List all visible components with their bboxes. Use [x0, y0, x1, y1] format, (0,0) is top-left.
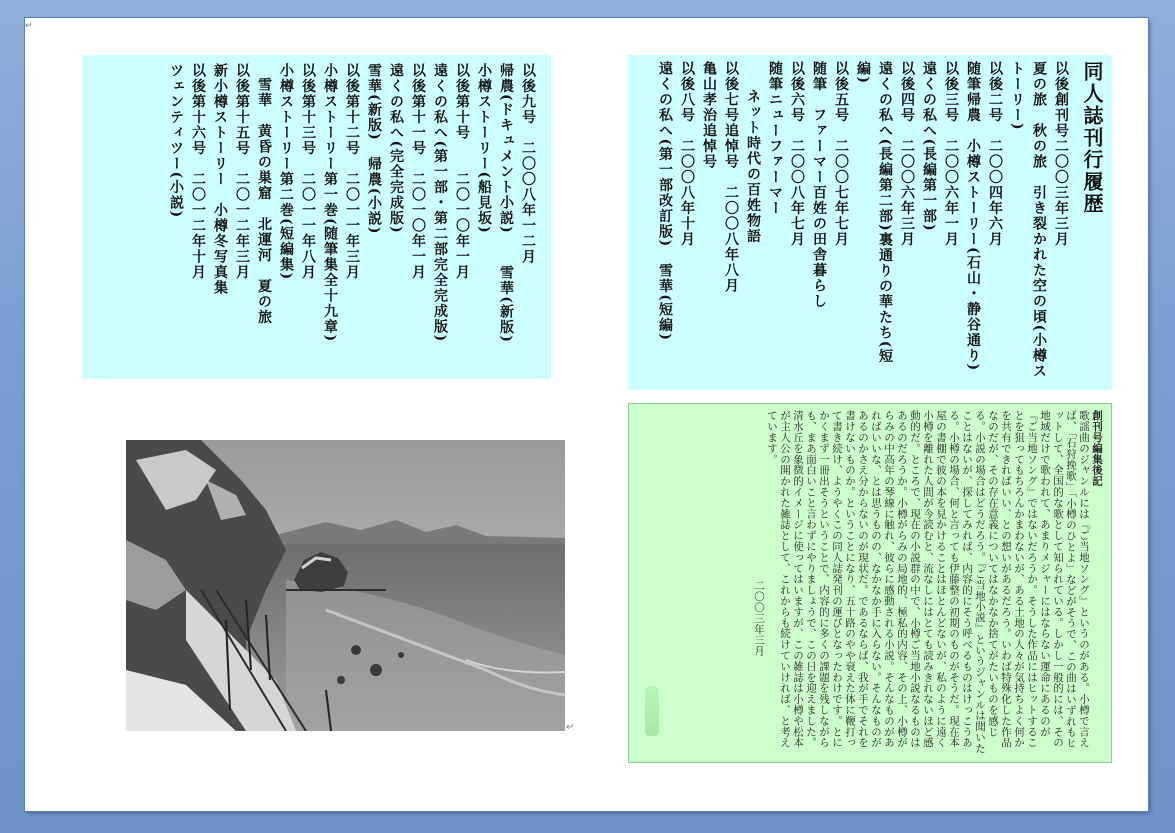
- history-line: 以後第十一号 二〇一〇年一月: [410, 63, 426, 280]
- history-line: 以後第十二号 二〇一一年三月: [344, 63, 360, 280]
- history-line: 随筆帰農 小樽ストーリー(石山・静谷通り): [965, 61, 981, 372]
- history-line: 以後第十六号 二〇一二年十月: [190, 63, 206, 280]
- page-title: 同人誌刊行履歴: [1080, 61, 1104, 215]
- history-line: 以後第十号 二〇一〇年一月: [454, 63, 470, 280]
- history-line: 以後第十五号 二〇一二年三月: [234, 63, 250, 280]
- left-history-box: [82, 55, 551, 379]
- document-page: [25, 18, 1148, 811]
- history-line: 遠くの私へ(完全完成版): [388, 63, 404, 235]
- history-line: 亀山孝治追悼号: [701, 61, 717, 170]
- history-line: 小樽ストーリー第一巻(随筆集全十九章): [322, 63, 338, 343]
- history-line: 小樽ストーリー第二巻(短編集): [278, 63, 294, 281]
- history-line: 雪華 黄昏の巣窟 北運河 夏の旅: [256, 77, 272, 325]
- history-line: 夏の旅 秋の旅 引き裂かれた空の頃(小樽ストーリー): [1009, 61, 1047, 380]
- history-line: 雪華(新版) 帰農(小説): [366, 63, 382, 235]
- history-line: 以後創刊号二〇〇三年三月: [1053, 61, 1069, 247]
- afterword-heading: 創刊号編集後記: [1091, 410, 1103, 487]
- afterword-date: 二〇〇三年三月: [753, 580, 765, 657]
- coastal-winter-photo: [126, 440, 565, 731]
- cursor-mark-icon: ↵: [25, 21, 33, 31]
- history-line: 新小樽ストーリー 小樽冬写真集: [212, 63, 228, 296]
- afterword-box: [628, 403, 1112, 763]
- history-line: 以後七号追悼号 二〇〇八年八月: [723, 61, 739, 294]
- history-line: 帰農(ドキュメント小説) 雪華(新版): [498, 63, 514, 344]
- history-line: 以後八号 二〇〇八年十月: [679, 61, 695, 247]
- history-line: 以後四号 二〇〇六年三月: [899, 61, 915, 247]
- photo-icon: [126, 440, 565, 731]
- right-history-box: [628, 55, 1112, 390]
- history-line: 以後九号 二〇〇八年一二月: [520, 63, 536, 265]
- history-line: 以後第十三号 二〇一一年八月: [300, 63, 316, 280]
- history-line: 遠くの私へ(長編第一部): [921, 61, 937, 233]
- history-line: ツェンティツー(小説): [168, 63, 184, 219]
- history-line: 遠くの私へ(第一部改訂版) 雪華(短編): [657, 61, 673, 342]
- history-line: 以後五号 二〇〇七年七月: [833, 61, 849, 247]
- history-line: 以後六号 二〇〇八年七月: [789, 61, 805, 247]
- afterword-body: 歌謡曲のジャンルには『ご当地ソング』というのがある。小樽で言えば、「石狩挽歌」「小樽のひとよ」などがそうで、この曲はいずれもヒットして、全国的な歌として知られている。しかし一般的には、その地域だけで歌われて、あまりメジャーにはならない運命にあるのが『ご当地ソング』ではないだろうか。そうした作品にはヒットすることを狙ってもちろんかまわないが、ある土地の人々が気持ちよく何かを共有できればいい、との想いがあるだろう。いわば特殊化した作品なのだが、その存在意義についてはなかなか捨てがたいものを感じる。小説の場合はどうだろう。『ご当地小説』というジャンルは聞いたことはないが、探してみれば、内容的にそう呼べるものはけっこうある。小樽の場合、何と言っても伊藤整の初期のものがそうだ。現在本屋の書棚で彼の本を見かけることはほとんどないが、私のように遠く小樽を離れた人間が今読むと、流なしにはとても読みきれないほど感動的だ。ところで、現在の小説群の中で、小樽ご当地小説なるものはあるのだろうか。小樽がらみの局地的、極私的内容、その上、小樽がらみの中高年の琴線に触れ、彼らに感動される小説。そんなものがあればいいな、とは思うものの、なかなか手に入らない。そんなものがあるのかさえ分からないのが現状だ。であるならば、我が手でそれを書けないものか。ということになり、五十路のやや衰えた体に鞭打って書き続け、ようやくこの同人誌発刊の運びとなったわけです。とにかくまず一冊出そうということで、内容的に多くの課題を残しながらも、まあ面白いこと言わずにやりましょうで、この日を迎えました。清水丘を象徴的イメージに使ってはいますが、この雑誌は小樽や松本が主人公の開かれた雑誌として、これからも続けていければ、と考えています。: [766, 410, 1090, 754]
- history-line: 以後二号 二〇〇四年六月: [987, 61, 1003, 247]
- history-line: 以後三号 二〇〇六年一月: [943, 61, 959, 247]
- history-line: 小樽ストーリー(船見坂): [476, 63, 492, 235]
- history-line: 遠くの私へ(長編第二部)裏通りの華たち(短編): [855, 61, 893, 365]
- paragraph-mark-icon: ↵: [566, 722, 575, 733]
- history-line: 随筆 ファーマー百姓の田舎暮らし: [811, 61, 827, 309]
- history-line: ネット時代の百姓物語: [745, 89, 761, 244]
- history-line: 遠くの私へ(第一部・第二部完全完成版): [432, 63, 448, 343]
- signature-icon: [645, 686, 659, 736]
- history-line: 随筆ニューファーマー: [767, 61, 783, 216]
